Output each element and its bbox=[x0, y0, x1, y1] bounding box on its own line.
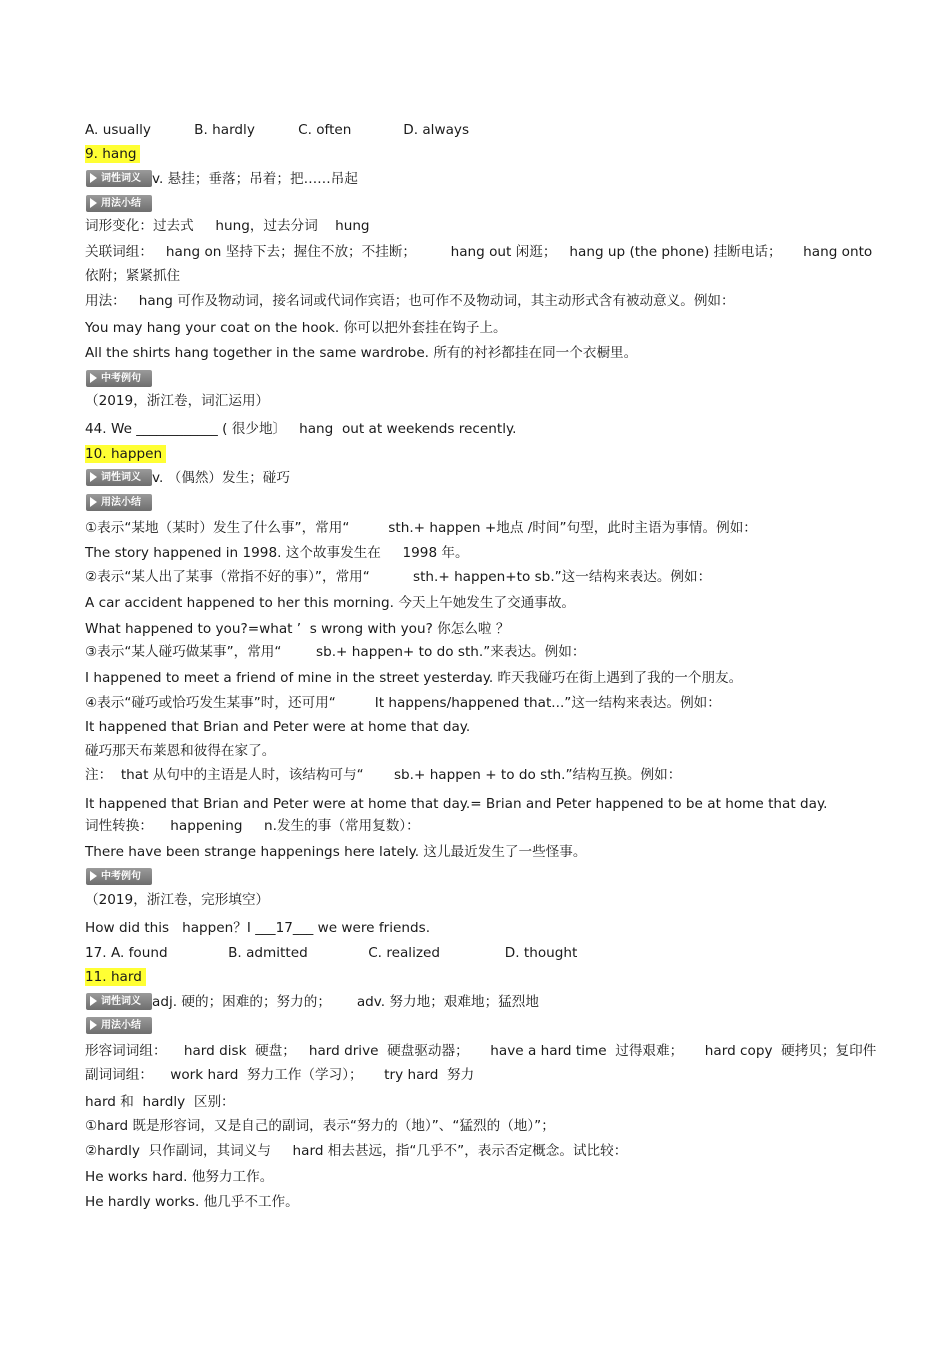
example-line: What happened to you?=what ’ s wrong with you? 你怎么啦 ？ bbox=[85, 621, 510, 637]
text-line: 关联词组： hang on 坚持下去；握住不放；不挂断； hang out 闲逛； hang up (the phone) 挂断电话； hang onto bbox=[85, 244, 873, 260]
entry-heading-hard bbox=[85, 968, 146, 986]
meaning-badge: 词性词义 bbox=[86, 170, 152, 187]
text-line: 用法： hang 可作及物动词，接名词或代词作宾语；也可作不及物动词，其主动形式含有被动意义。例如： bbox=[85, 293, 735, 309]
usage-badge: 用法小结 bbox=[86, 494, 152, 511]
text-line: ②表示“某人出了某事（常指不好的事）”，常用“ sth.+ happen+to sb.”这一结构来表达。例如： bbox=[85, 569, 712, 585]
exam-badge: 中考例句 bbox=[86, 370, 152, 387]
entry-heading-hang bbox=[85, 145, 140, 163]
example-line: A car accident happened to her this morning. 今天上午她发生了交通事故。 bbox=[85, 595, 576, 611]
text-line: ③表示“某人碰巧做某事”，常用“ sb.+ happen+ to do sth.”来表达。例如： bbox=[85, 644, 586, 660]
text-line: 副词词组： work hard 努力工作（学习）； try hard 努力 bbox=[85, 1067, 475, 1083]
example-line: It happened that Brian and Peter were at home that day.= Brian and Peter happened to be at home that day. bbox=[85, 796, 828, 812]
entry-heading-happen bbox=[85, 445, 166, 463]
usage-badge: 用法小结 bbox=[86, 1017, 152, 1034]
entry-heading-label: 11. hard bbox=[85, 968, 146, 986]
answer-options-line: 17. A. found B. admitted C. realized D. thought bbox=[85, 945, 578, 961]
text-line: ②hardly 只作副词，其词义与 hard 相去甚远，指“几乎不”，表示否定概念。试比较： bbox=[85, 1143, 628, 1159]
example-line: The story happened in 1998. 这个故事发生在 1998 年。 bbox=[85, 545, 469, 561]
example-line: 碰巧那天布莱恩和彼得在家了。 bbox=[85, 743, 276, 759]
example-line: You may hang your coat on the hook. 你可以把外套挂在钩子上。 bbox=[85, 320, 507, 336]
example-line: All the shirts hang together in the same wardrobe. 所有的衬衫都挂在同一个衣橱里。 bbox=[85, 345, 638, 361]
text-line: 词性转换： happening n.发生的事（常用复数）： bbox=[85, 818, 420, 834]
definition-text: v. （偶然）发生；碰巧 bbox=[152, 470, 290, 486]
meaning-badge: 词性词义 bbox=[86, 469, 152, 486]
exam-question: 44. We ____________ ( 很少地〕 hang out at weekends recently. bbox=[85, 421, 517, 437]
example-line: I happened to meet a friend of mine in the street yesterday. 昨天我碰巧在街上遇到了我的一个朋友。 bbox=[85, 670, 743, 686]
text-line: 词形变化：过去式 hung，过去分词 hung bbox=[85, 218, 370, 234]
note-line: 注： that 从句中的主语是人时，该结构可与“ sb.+ happen + to do sth.”结构互换。例如： bbox=[85, 767, 682, 783]
text-line: ④表示“碰巧或恰巧发生某事”时，还可用“ It happens/happened that...”这一结构来表达。例如： bbox=[85, 695, 721, 711]
entry-heading-label: 9. hang bbox=[85, 145, 140, 163]
exam-question: How did this happen？I ___17___ we were friends. bbox=[85, 920, 431, 936]
text-line: hard 和 hardly 区别： bbox=[85, 1094, 235, 1110]
exam-source: （2019，浙江卷，词汇运用） bbox=[85, 393, 270, 409]
answer-options-line: A. usually B. hardly C. often D. always bbox=[85, 122, 470, 138]
example-line: It happened that Brian and Peter were at home that day. bbox=[85, 719, 471, 735]
example-line: There have been strange happenings here lately. 这儿最近发生了一些怪事。 bbox=[85, 844, 587, 860]
text-line: 依附；紧紧抓住 bbox=[85, 268, 181, 284]
text-line: ①hard 既是形容词，又是自己的副词，表示“努力的（地）”、“猛烈的（地）”； bbox=[85, 1118, 555, 1134]
usage-badge: 用法小结 bbox=[86, 195, 152, 212]
definition-text: v. 悬挂；垂落；吊着；把……吊起 bbox=[152, 171, 358, 187]
example-line: He works hard. 他努力工作。 bbox=[85, 1169, 274, 1185]
exam-badge: 中考例句 bbox=[86, 868, 152, 885]
text-line: 形容词词组： hard disk 硬盘； hard drive 硬盘驱动器； have a hard time 过得艰难； hard copy 硬拷贝；复印件 bbox=[85, 1043, 877, 1059]
text-line: ①表示“某地（某时）发生了什么事”，常用“ sth.+ happen +地点 /时间”句型，此时主语为事情。例如： bbox=[85, 520, 757, 536]
exam-source: （2019，浙江卷，完形填空） bbox=[85, 892, 270, 908]
entry-heading-label: 10. happen bbox=[85, 445, 166, 463]
meaning-badge: 词性词义 bbox=[86, 993, 152, 1010]
definition-text: adj. 硬的；困难的；努力的； adv. 努力地；艰难地；猛烈地 bbox=[152, 994, 539, 1010]
example-line: He hardly works. 他几乎不工作。 bbox=[85, 1194, 299, 1210]
